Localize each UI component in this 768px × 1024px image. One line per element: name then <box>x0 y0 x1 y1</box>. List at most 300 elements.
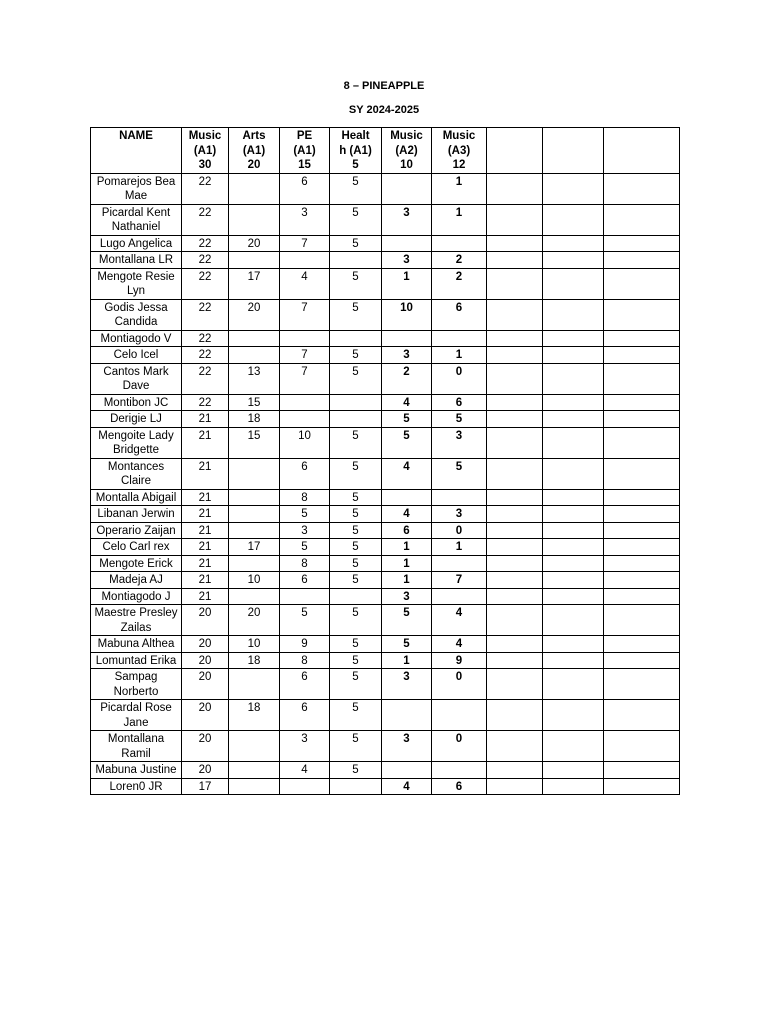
pe-a1-score: 7 <box>280 363 330 394</box>
arts-a1-score: 20 <box>229 605 280 636</box>
empty-cell <box>604 555 680 572</box>
arts-a1-score <box>229 555 280 572</box>
pe-a1-score: 10 <box>280 427 330 458</box>
table-row <box>91 411 680 428</box>
student-name: Libanan Jerwin <box>91 506 182 523</box>
empty-cell <box>604 762 680 779</box>
column-header <box>330 128 382 174</box>
health-a1-score: 5 <box>330 458 382 489</box>
music-a3-score: 9 <box>432 652 487 669</box>
empty-cell <box>543 394 604 411</box>
empty-cell <box>543 700 604 731</box>
pe-a1-score: 3 <box>280 204 330 235</box>
music-a3-score <box>432 700 487 731</box>
table-row <box>91 572 680 589</box>
empty-cell <box>604 539 680 556</box>
music-a3-score: 3 <box>432 506 487 523</box>
music-a1-score: 22 <box>182 363 229 394</box>
column-header-line: (A2) <box>395 144 418 157</box>
column-header-line: (A3) <box>447 144 471 157</box>
music-a3-score: 3 <box>432 427 487 458</box>
music-a2-score: 5 <box>382 636 432 653</box>
empty-cell <box>604 299 680 330</box>
empty-cell <box>487 489 543 506</box>
empty-cell <box>543 411 604 428</box>
music-a3-score: 7 <box>432 572 487 589</box>
health-a1-score: 5 <box>330 731 382 762</box>
student-name: Godis Jessa Candida <box>91 299 182 330</box>
arts-a1-score: 15 <box>229 394 280 411</box>
health-a1-score <box>330 252 382 269</box>
pe-a1-score: 6 <box>280 572 330 589</box>
health-a1-score <box>330 411 382 428</box>
health-a1-score: 5 <box>330 572 382 589</box>
pe-a1-score: 8 <box>280 652 330 669</box>
empty-cell <box>543 268 604 299</box>
arts-a1-score: 18 <box>229 700 280 731</box>
table-row <box>91 363 680 394</box>
student-name: Sampag Norberto <box>91 669 182 700</box>
music-a2-score <box>382 330 432 347</box>
pe-a1-score: 6 <box>280 458 330 489</box>
music-a1-score: 21 <box>182 506 229 523</box>
table-row <box>91 555 680 572</box>
music-a1-score: 21 <box>182 588 229 605</box>
student-name: Montallana Ramil <box>91 731 182 762</box>
arts-a1-score: 15 <box>229 427 280 458</box>
column-header-line: (A1) <box>242 144 266 157</box>
empty-cell <box>487 411 543 428</box>
music-a2-score: 3 <box>382 731 432 762</box>
music-a1-score: 17 <box>182 778 229 795</box>
empty-cell <box>604 363 680 394</box>
school-year: SY 2024-2025 <box>348 104 420 116</box>
arts-a1-score: 18 <box>229 411 280 428</box>
column-header-line: 20 <box>247 159 261 171</box>
column-header-line: NAME <box>119 130 153 142</box>
arts-a1-score <box>229 173 280 204</box>
empty-cell <box>543 555 604 572</box>
empty-cell <box>543 652 604 669</box>
music-a1-score: 20 <box>182 652 229 669</box>
health-a1-score: 5 <box>330 173 382 204</box>
health-a1-score <box>330 330 382 347</box>
column-header <box>229 128 280 174</box>
arts-a1-score <box>229 778 280 795</box>
music-a2-score <box>382 173 432 204</box>
empty-cell <box>604 427 680 458</box>
empty-cell <box>543 572 604 589</box>
music-a1-score: 22 <box>182 330 229 347</box>
music-a1-score: 22 <box>182 235 229 252</box>
table-row <box>91 299 680 330</box>
music-a2-score: 3 <box>382 204 432 235</box>
table-row <box>91 700 680 731</box>
empty-cell <box>604 522 680 539</box>
pe-a1-score: 5 <box>280 605 330 636</box>
empty-cell <box>604 669 680 700</box>
empty-cell <box>487 299 543 330</box>
column-header <box>91 128 182 174</box>
empty-cell <box>604 235 680 252</box>
arts-a1-score: 13 <box>229 363 280 394</box>
student-name: Montalla Abigail <box>91 489 182 506</box>
music-a2-score: 4 <box>382 394 432 411</box>
empty-cell <box>543 235 604 252</box>
empty-cell <box>487 605 543 636</box>
music-a1-score: 21 <box>182 539 229 556</box>
column-header <box>604 128 680 174</box>
column-header-line: Music <box>390 130 423 142</box>
student-name: Mengote Resie Lyn <box>91 268 182 299</box>
column-header-line: 10 <box>400 159 413 171</box>
empty-cell <box>487 204 543 235</box>
empty-cell <box>543 347 604 364</box>
empty-cell <box>604 411 680 428</box>
pe-a1-score: 3 <box>280 522 330 539</box>
music-a3-score <box>432 330 487 347</box>
student-name: Montibon JC <box>91 394 182 411</box>
table-row <box>91 394 680 411</box>
music-a2-score: 4 <box>382 506 432 523</box>
music-a2-score <box>382 489 432 506</box>
table-row <box>91 731 680 762</box>
empty-cell <box>543 173 604 204</box>
student-name: Lomuntad Erika <box>91 652 182 669</box>
music-a1-score: 21 <box>182 458 229 489</box>
empty-cell <box>487 173 543 204</box>
music-a2-score: 6 <box>382 522 432 539</box>
student-name: Montiagodo J <box>91 588 182 605</box>
pe-a1-score: 8 <box>280 489 330 506</box>
column-header-line: 5 <box>352 159 359 171</box>
pe-a1-score: 7 <box>280 299 330 330</box>
music-a1-score: 21 <box>182 572 229 589</box>
empty-cell <box>487 636 543 653</box>
music-a3-score <box>432 489 487 506</box>
music-a1-score: 20 <box>182 731 229 762</box>
music-a1-score: 20 <box>182 762 229 779</box>
empty-cell <box>604 489 680 506</box>
student-name: Madeja AJ <box>91 572 182 589</box>
music-a3-score: 1 <box>432 204 487 235</box>
pe-a1-score: 8 <box>280 555 330 572</box>
arts-a1-score: 17 <box>229 539 280 556</box>
music-a2-score: 3 <box>382 252 432 269</box>
health-a1-score <box>330 778 382 795</box>
empty-cell <box>487 555 543 572</box>
empty-cell <box>543 427 604 458</box>
empty-cell <box>543 636 604 653</box>
music-a3-score <box>432 588 487 605</box>
pe-a1-score <box>280 394 330 411</box>
empty-cell <box>487 778 543 795</box>
music-a3-score: 5 <box>432 411 487 428</box>
empty-cell <box>604 731 680 762</box>
empty-cell <box>487 522 543 539</box>
table-row <box>91 489 680 506</box>
grades-table <box>90 127 680 795</box>
health-a1-score <box>330 588 382 605</box>
column-header-line: PE <box>296 130 313 142</box>
table-row <box>91 762 680 779</box>
music-a2-score: 5 <box>382 427 432 458</box>
table-row <box>91 669 680 700</box>
music-a3-score <box>432 762 487 779</box>
table-row <box>91 330 680 347</box>
arts-a1-score <box>229 588 280 605</box>
music-a1-score: 20 <box>182 700 229 731</box>
music-a1-score: 22 <box>182 204 229 235</box>
empty-cell <box>487 330 543 347</box>
arts-a1-score <box>229 506 280 523</box>
music-a2-score: 3 <box>382 347 432 364</box>
music-a1-score: 20 <box>182 636 229 653</box>
pe-a1-score <box>280 252 330 269</box>
pe-a1-score <box>280 778 330 795</box>
music-a1-score: 21 <box>182 427 229 458</box>
music-a1-score: 20 <box>182 669 229 700</box>
music-a3-score: 1 <box>432 173 487 204</box>
arts-a1-score <box>229 489 280 506</box>
empty-cell <box>604 458 680 489</box>
health-a1-score: 5 <box>330 347 382 364</box>
health-a1-score: 5 <box>330 669 382 700</box>
empty-cell <box>543 506 604 523</box>
student-name: Celo Icel <box>91 347 182 364</box>
arts-a1-score: 17 <box>229 268 280 299</box>
student-name: Picardal Rose Jane <box>91 700 182 731</box>
empty-cell <box>487 731 543 762</box>
column-header <box>432 128 487 174</box>
empty-cell <box>543 778 604 795</box>
header-row <box>91 128 680 174</box>
music-a3-score <box>432 555 487 572</box>
empty-cell <box>543 731 604 762</box>
column-header-line: (A1) <box>293 144 316 157</box>
arts-a1-score: 10 <box>229 572 280 589</box>
health-a1-score: 5 <box>330 700 382 731</box>
table-row <box>91 539 680 556</box>
music-a1-score: 21 <box>182 489 229 506</box>
music-a3-score: 1 <box>432 539 487 556</box>
music-a1-score: 21 <box>182 555 229 572</box>
music-a3-score: 6 <box>432 778 487 795</box>
empty-cell <box>487 427 543 458</box>
table-row <box>91 252 680 269</box>
column-header-line: Healt <box>341 130 370 142</box>
health-a1-score: 5 <box>330 363 382 394</box>
column-header <box>382 128 432 174</box>
pe-a1-score <box>280 411 330 428</box>
student-name: Mengoite Lady Bridgette <box>91 427 182 458</box>
table-row <box>91 268 680 299</box>
empty-cell <box>543 252 604 269</box>
column-header <box>280 128 330 174</box>
column-header-line: 12 <box>452 159 466 171</box>
column-header-line: Music <box>442 130 476 142</box>
student-name: Operario Zaijan <box>91 522 182 539</box>
column-header-line: (A1) <box>193 144 217 157</box>
table-row <box>91 173 680 204</box>
pe-a1-score <box>280 588 330 605</box>
student-name: Celo Carl rex <box>91 539 182 556</box>
table-row <box>91 347 680 364</box>
health-a1-score: 5 <box>330 539 382 556</box>
student-name: Mabuna Justine <box>91 762 182 779</box>
music-a3-score: 0 <box>432 669 487 700</box>
student-name: Lugo Angelica <box>91 235 182 252</box>
column-header <box>543 128 604 174</box>
music-a3-score: 0 <box>432 731 487 762</box>
pe-a1-score: 7 <box>280 235 330 252</box>
music-a1-score: 22 <box>182 268 229 299</box>
music-a3-score: 0 <box>432 363 487 394</box>
empty-cell <box>487 347 543 364</box>
table-row <box>91 522 680 539</box>
empty-cell <box>604 204 680 235</box>
music-a3-score: 6 <box>432 394 487 411</box>
arts-a1-score <box>229 669 280 700</box>
music-a3-score: 2 <box>432 252 487 269</box>
empty-cell <box>604 330 680 347</box>
empty-cell <box>543 489 604 506</box>
column-header-line: Music <box>188 130 222 142</box>
arts-a1-score <box>229 522 280 539</box>
table-row <box>91 458 680 489</box>
empty-cell <box>604 588 680 605</box>
empty-cell <box>604 506 680 523</box>
pe-a1-score: 9 <box>280 636 330 653</box>
music-a1-score: 21 <box>182 522 229 539</box>
music-a1-score: 22 <box>182 299 229 330</box>
empty-cell <box>543 588 604 605</box>
health-a1-score: 5 <box>330 762 382 779</box>
empty-cell <box>604 700 680 731</box>
student-name: Maestre Presley Zailas <box>91 605 182 636</box>
music-a3-score: 1 <box>432 347 487 364</box>
pe-a1-score: 7 <box>280 347 330 364</box>
music-a1-score: 20 <box>182 605 229 636</box>
music-a2-score: 1 <box>382 539 432 556</box>
music-a2-score: 1 <box>382 268 432 299</box>
music-a3-score: 5 <box>432 458 487 489</box>
empty-cell <box>487 539 543 556</box>
music-a2-score: 5 <box>382 605 432 636</box>
table-row <box>91 235 680 252</box>
empty-cell <box>604 605 680 636</box>
table-row <box>91 506 680 523</box>
pe-a1-score: 4 <box>280 268 330 299</box>
empty-cell <box>604 173 680 204</box>
music-a2-score: 1 <box>382 572 432 589</box>
empty-cell <box>487 572 543 589</box>
pe-a1-score: 3 <box>280 731 330 762</box>
empty-cell <box>487 700 543 731</box>
table-row <box>91 427 680 458</box>
music-a2-score <box>382 235 432 252</box>
arts-a1-score: 10 <box>229 636 280 653</box>
empty-cell <box>604 778 680 795</box>
music-a3-score: 4 <box>432 605 487 636</box>
health-a1-score: 5 <box>330 605 382 636</box>
arts-a1-score <box>229 762 280 779</box>
student-name: Mabuna Althea <box>91 636 182 653</box>
pe-a1-score: 6 <box>280 669 330 700</box>
arts-a1-score <box>229 347 280 364</box>
arts-a1-score: 20 <box>229 299 280 330</box>
empty-cell <box>543 605 604 636</box>
health-a1-score: 5 <box>330 522 382 539</box>
health-a1-score: 5 <box>330 489 382 506</box>
empty-cell <box>543 539 604 556</box>
empty-cell <box>543 204 604 235</box>
pe-a1-score: 6 <box>280 173 330 204</box>
music-a2-score: 1 <box>382 555 432 572</box>
empty-cell <box>543 522 604 539</box>
column-header-line: 15 <box>298 159 311 171</box>
empty-cell <box>487 252 543 269</box>
arts-a1-score <box>229 458 280 489</box>
empty-cell <box>604 347 680 364</box>
empty-cell <box>487 235 543 252</box>
column-header-line: h (A1) <box>339 144 372 157</box>
student-name: Cantos Mark Dave <box>91 363 182 394</box>
music-a2-score: 3 <box>382 669 432 700</box>
arts-a1-score <box>229 204 280 235</box>
student-name: Pomarejos Bea Mae <box>91 173 182 204</box>
empty-cell <box>543 363 604 394</box>
column-header-line: Arts <box>242 130 266 142</box>
table-row <box>91 605 680 636</box>
student-name: Montiagodo V <box>91 330 182 347</box>
health-a1-score: 5 <box>330 636 382 653</box>
music-a2-score <box>382 762 432 779</box>
health-a1-score: 5 <box>330 506 382 523</box>
music-a2-score: 5 <box>382 411 432 428</box>
document-title: 8 – PINEAPPLE <box>343 80 425 92</box>
student-name: Montances Claire <box>91 458 182 489</box>
arts-a1-score <box>229 330 280 347</box>
pe-a1-score: 5 <box>280 506 330 523</box>
music-a1-score: 22 <box>182 252 229 269</box>
student-name: Derigie LJ <box>91 411 182 428</box>
music-a2-score: 4 <box>382 778 432 795</box>
health-a1-score: 5 <box>330 268 382 299</box>
music-a3-score: 2 <box>432 268 487 299</box>
empty-cell <box>487 588 543 605</box>
music-a2-score: 2 <box>382 363 432 394</box>
music-a1-score: 22 <box>182 394 229 411</box>
table-row <box>91 588 680 605</box>
empty-cell <box>604 268 680 299</box>
music-a1-score: 22 <box>182 173 229 204</box>
music-a3-score: 6 <box>432 299 487 330</box>
empty-cell <box>543 458 604 489</box>
music-a1-score: 21 <box>182 411 229 428</box>
student-name: Loren0 JR <box>91 778 182 795</box>
empty-cell <box>543 299 604 330</box>
column-header-line: 30 <box>198 159 212 171</box>
student-name: Montallana LR <box>91 252 182 269</box>
music-a3-score: 4 <box>432 636 487 653</box>
health-a1-score: 5 <box>330 299 382 330</box>
health-a1-score: 5 <box>330 235 382 252</box>
student-name: Mengote Erick <box>91 555 182 572</box>
arts-a1-score: 20 <box>229 235 280 252</box>
music-a2-score: 4 <box>382 458 432 489</box>
student-name: Picardal Kent Nathaniel <box>91 204 182 235</box>
